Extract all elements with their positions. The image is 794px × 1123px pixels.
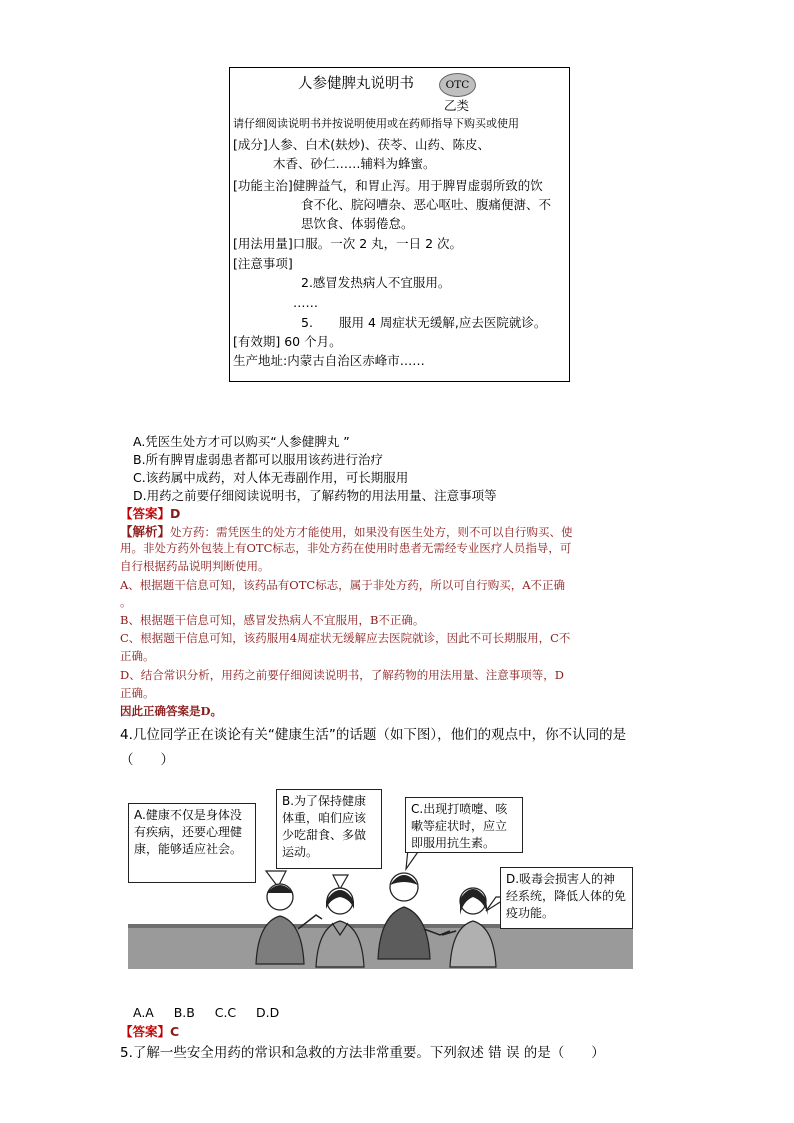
q3-option-c: C.该药属中成药，对人体无毒副作用，可长期服用 xyxy=(133,470,409,485)
analysis-tag: 【解析】 xyxy=(120,524,171,539)
q4-option-d: D.D xyxy=(256,1005,280,1020)
bubble-b-pointer xyxy=(333,875,348,889)
q3-explain-a-2: 。 xyxy=(120,595,132,609)
q4-option-a: A.A xyxy=(133,1005,154,1020)
answer-value: C xyxy=(170,1024,180,1039)
q3-explain-d-2: 正确。 xyxy=(120,686,155,700)
analysis-text-1: 处方药：需凭医生的处方才能使用，如果没有医生处方，则不可以自行购买、使 xyxy=(170,525,573,539)
q4-option-c: C.C xyxy=(214,1005,237,1020)
function-line-1: [功能主治]健脾益气，和胃止泻。用于脾胃虚弱所致的饮 xyxy=(233,178,543,193)
answer-tag: 【答案】 xyxy=(120,506,171,521)
otc-badge: OTC xyxy=(439,73,476,97)
answer-value: D xyxy=(170,506,181,521)
q3-explain-b: B、根据题干信息可知，感冒发热病人不宜服用，B不正确。 xyxy=(120,613,425,627)
leaflet-notice: 请仔细阅读说明书并按说明使用或在药师指导下购买或使用 xyxy=(233,117,519,130)
function-line-3: 思饮食、体弱倦怠。 xyxy=(301,216,414,231)
validity-line: [有效期] 60 个月。 xyxy=(233,334,342,349)
note-5-number: 5. xyxy=(301,315,313,330)
notes-label: [注意事项] xyxy=(233,256,293,271)
note-2: 2.感冒发热病人不宜服用。 xyxy=(301,275,451,290)
drug-instruction-box xyxy=(229,67,570,382)
q5-stem: 5.了解一些安全用药的常识和急救的方法非常重要。下列叙述 错 误 的是（ ） xyxy=(120,1045,605,1061)
speech-bubble-c: C.出现打喷嚏、咳嗽等症状时，应立即服用抗生素。 xyxy=(405,797,523,853)
q3-option-d: D.用药之前要仔细阅读说明书，了解药物的用法用量、注意事项等 xyxy=(133,488,497,503)
otc-category: 乙类 xyxy=(444,98,470,113)
q3-analysis-line-1 xyxy=(120,522,573,540)
usage-line: [用法用量]口服。一次 2 丸，一日 2 次。 xyxy=(233,236,463,251)
q3-conclusion: 因此正确答案是D。 xyxy=(120,704,222,718)
function-line-2: 食不化、脘闷嘈杂、恶心呕吐、腹痛便溏、不 xyxy=(301,197,552,212)
q3-explain-a-1: A、根据题干信息可知，该药品有OTC标志，属于非处方药，所以可自行购买，A不正确 xyxy=(120,578,566,592)
speech-bubble-a: A.健康不仅是身体没有疾病，还要心理健康，能够适应社会。 xyxy=(128,803,256,883)
note-5-text: 服用 4 周症状无缓解,应去医院就诊。 xyxy=(339,315,547,330)
q4-paren: （ ） xyxy=(120,752,174,768)
speech-bubble-b: B.为了保持健康体重，咱们应该少吃甜食、多做运动。 xyxy=(276,789,382,869)
q3-explain-c-1: C、根据题干信息可知，该药服用4周症状无缓解应去医院就诊，因此不可长期服用，C不 xyxy=(120,631,571,645)
q4-stem: 4.几位同学正在谈论有关“健康生活”的话题（如下图），他们的观点中，你不认同的是 xyxy=(120,727,627,743)
address-line: 生产地址:内蒙古自治区赤峰市…… xyxy=(233,353,425,368)
q4-answer xyxy=(120,1022,179,1040)
q3-explain-d-1: D、结合常识分析，用药之前要仔细阅读说明书，了解药物的用法用量、注意事项等，D xyxy=(120,668,564,682)
answer-tag: 【答案】 xyxy=(120,1024,171,1039)
leaflet-title: 人参健脾丸说明书 xyxy=(298,76,414,92)
q3-analysis-line-2: 用。非处方药外包装上有OTC标志，非处方药在使用时患者无需经专业医疗人员指导，可 xyxy=(120,541,572,555)
q3-analysis-line-3: 自行根据药品说明判断使用。 xyxy=(120,559,270,573)
q3-answer xyxy=(120,504,180,522)
ingredients-line-2: 木香、砂仁……辅料为蜂蜜。 xyxy=(273,156,436,171)
q4-options xyxy=(133,1005,279,1020)
q3-option-b: B.所有脾胃虚弱患者都可以服用该药进行治疗 xyxy=(133,452,384,467)
speech-bubble-d: D.吸毒会损害人的神经系统，降低人体的免疫功能。 xyxy=(500,867,633,929)
notes-ellipsis: …… xyxy=(293,295,318,310)
q3-option-a: A.凭医生处方才可以购买“人参健脾丸 ” xyxy=(133,434,350,449)
ingredients-line-1: [成分]人参、白术(麸炒)、茯苓、山药、陈皮、 xyxy=(233,137,491,152)
q4-option-b: B.B xyxy=(173,1005,195,1020)
health-discussion-cartoon xyxy=(128,789,633,969)
q3-explain-c-2: 正确。 xyxy=(120,649,155,663)
